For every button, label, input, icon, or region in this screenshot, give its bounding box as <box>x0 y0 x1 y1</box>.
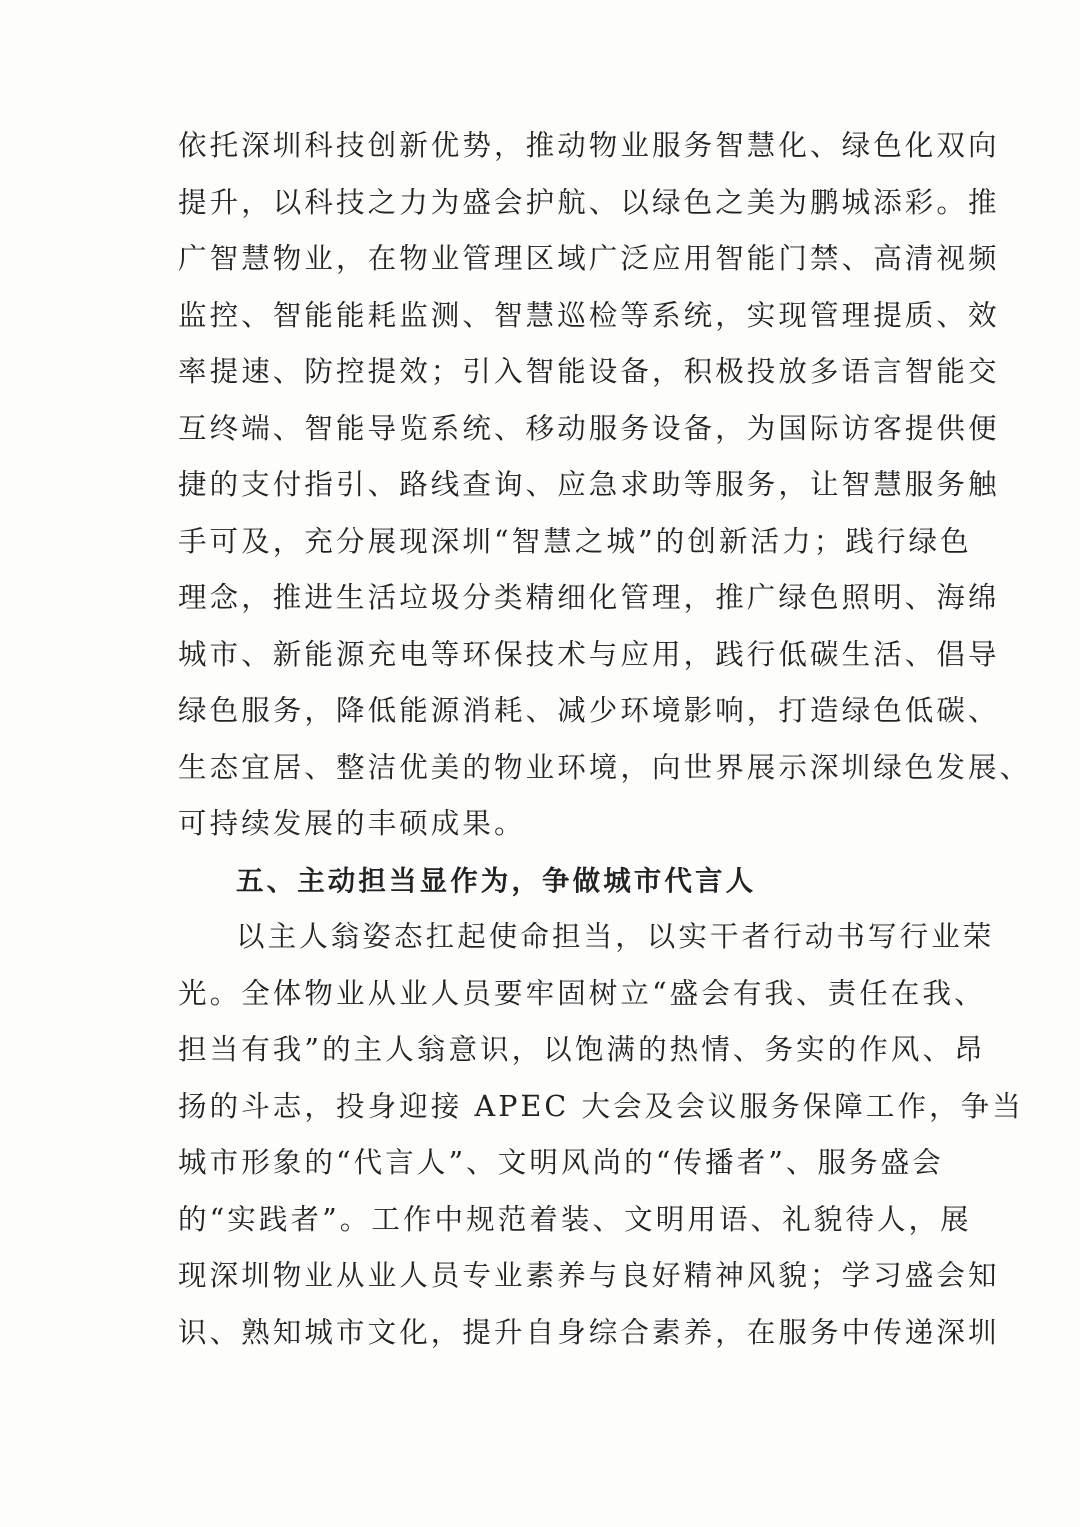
body-line: 城市形象的“代言人”、文明风尚的“传播者”、服务盛会 <box>178 1146 944 1179</box>
body-line: 现深圳物业从业人员专业素养与良好精神风貌；学习盛会知 <box>178 1259 1000 1292</box>
body-line: 广智慧物业，在物业管理区域广泛应用智能门禁、高清视频 <box>178 242 1000 275</box>
body-line: 识、熟知城市文化，提升自身综合素养，在服务中传递深圳 <box>178 1315 1000 1349</box>
body-line: 互终端、智能导览系统、移动服务设备，为国际访客提供便 <box>178 411 1000 445</box>
section-heading: 五、主动担当显作为，争做城市代言人 <box>236 864 757 897</box>
body-line: 城市、新能源充电等环保技术与应用，践行低碳生活、倡导 <box>178 637 1000 671</box>
body-line: 可持续发展的丰硕成果。 <box>178 807 526 840</box>
body-line: 以主人翁姿态扛起使命担当，以实干者行动书写行业荣 <box>236 920 995 953</box>
body-line: 提升，以科技之力为盛会护航、以绿色之美为鹏城添彩。推 <box>178 185 1000 219</box>
body-line: 监控、智能能耗监测、智慧巡检等系统，实现管理提质、效 <box>178 298 1000 332</box>
body-line: 光。全体物业从业人员要牢固树立“盛会有我、责任在我、 <box>178 976 986 1010</box>
body-line: 的“实践者”。工作中规范着装、文明用语、礼貌待人，展 <box>178 1202 972 1236</box>
body-line: 担当有我”的主人翁意识，以饱满的热情、务实的作风、昂 <box>178 1033 986 1066</box>
body-line: 手可及，充分展现深圳“智慧之城”的创新活力；践行绿色 <box>178 524 972 558</box>
body-line: 依托深圳科技创新优势，推动物业服务智慧化、绿色化双向 <box>178 129 1000 162</box>
body-text <box>178 118 1032 1361</box>
body-line: 率提速、防控提效；引入智能设备，积极投放多语言智能交 <box>178 355 1000 388</box>
body-line: 理念，推进生活垃圾分类精细化管理，推广绿色照明、海绵 <box>178 581 1000 614</box>
body-line: 绿色服务，降低能源消耗、减少环境影响，打造绿色低碳、 <box>178 694 1000 727</box>
body-line: 扬的斗志，投身迎接 APEC 大会及会议服务保障工作，争当 <box>178 1089 1024 1123</box>
body-line: 生态宜居、整洁优美的物业环境，向世界展示深圳绿色发展、 <box>178 750 1032 784</box>
body-line: 捷的支付指引、路线查询、应急求助等服务，让智慧服务触 <box>178 468 1000 501</box>
